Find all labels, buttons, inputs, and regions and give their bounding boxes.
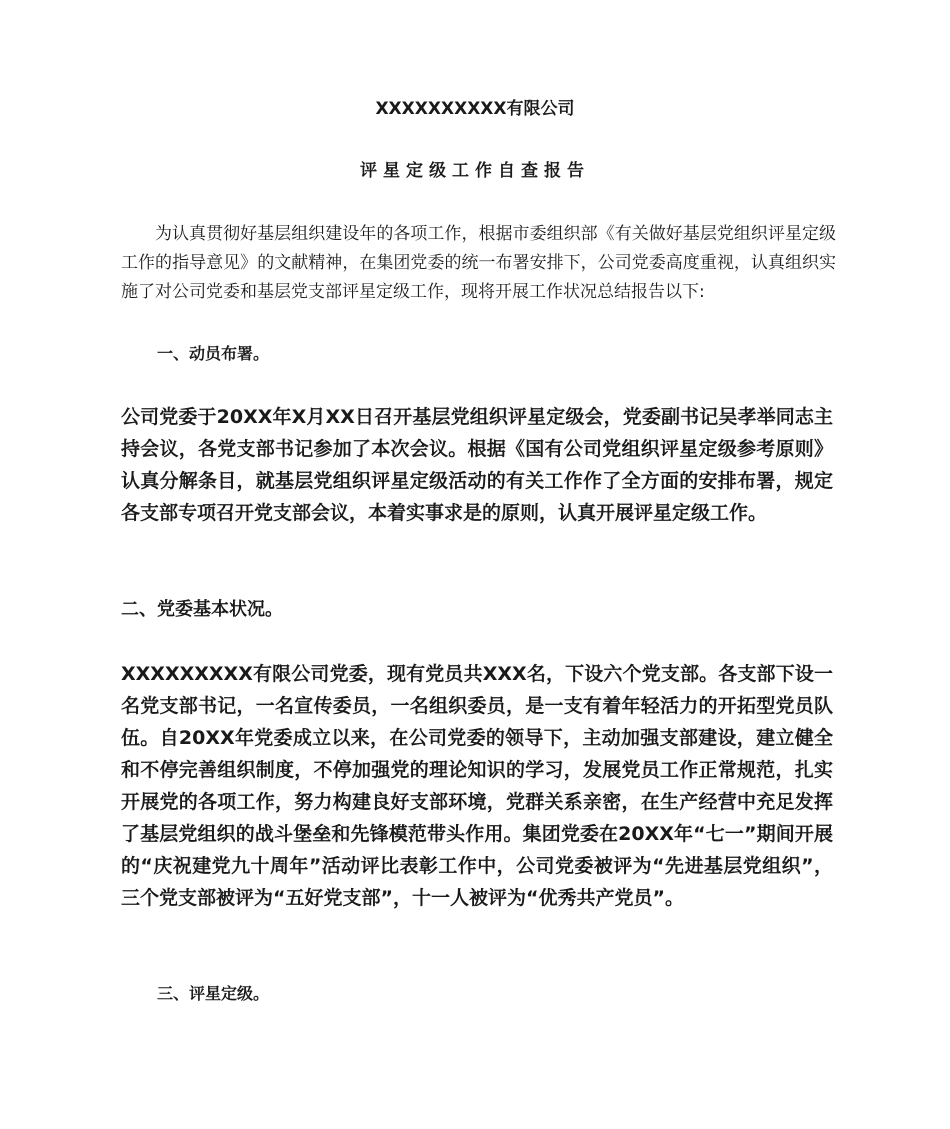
company-title: XXXXXXXXXX有限公司 <box>375 99 575 119</box>
section-1-heading: 一、动员布署。 <box>157 344 270 363</box>
intro-paragraph: 为认真贯彻好基层组织建设年的各项工作，根据市委组织部《有关做好基层党组织评星定级工作的指导意见》的文献精神，在集团党委的统一布署安排下，公司党委高度重视，认真组织实施了对公司党委和基层党支部评星定级工作，现将开展工作状况总结报告以下: <box>121 224 836 302</box>
section-1-body: 公司党委于20XX年X月XX日召开基层党组织评星定级会，党委副书记吴孝举同志主持会议，各党支部书记参加了本次会议。根据《国有公司党组织评星定级参考原则》认真分解条目，就基层党组织评星定级活动的有关工作作了全方面的安排布署，规定各支部专项召开党支部会议，本着实事求是的原则，认真开展评星定级工作。 <box>121 406 833 524</box>
section-2-body: XXXXXXXXX有限公司党委，现有党员共XXX名，下设六个党支部。各支部下设一名党支部书记，一名宣传委员，一名组织委员，是一支有着年轻活力的开拓型党员队伍。自20XX年党委成立以来，在公司党委的领导下，主动加强支部建设，建立健全和不停完善组织制度，不停加强党的理论知识的学习，发展党员工作正常规范，扎实开展党的各项工作，努力构建良好支部环境，党群关系亲密，在生产经营中充足发挥了基层党组织的战斗堡垒和先锋模范带头作用。集团党委在20XX年“七一”期间开展的“庆祝建党九十周年”活动评比表彰工作中，公司党委被评为“先进基层党组织”，三个党支部被评为“五好党支部”，十一人被评为“优秀共产党员”。 <box>121 663 833 909</box>
section-3-heading: 三、评星定级。 <box>157 984 270 1003</box>
section-2-heading: 二、党委基本状况。 <box>121 599 283 620</box>
report-title: 评星定级工作自查报告 <box>360 161 590 181</box>
